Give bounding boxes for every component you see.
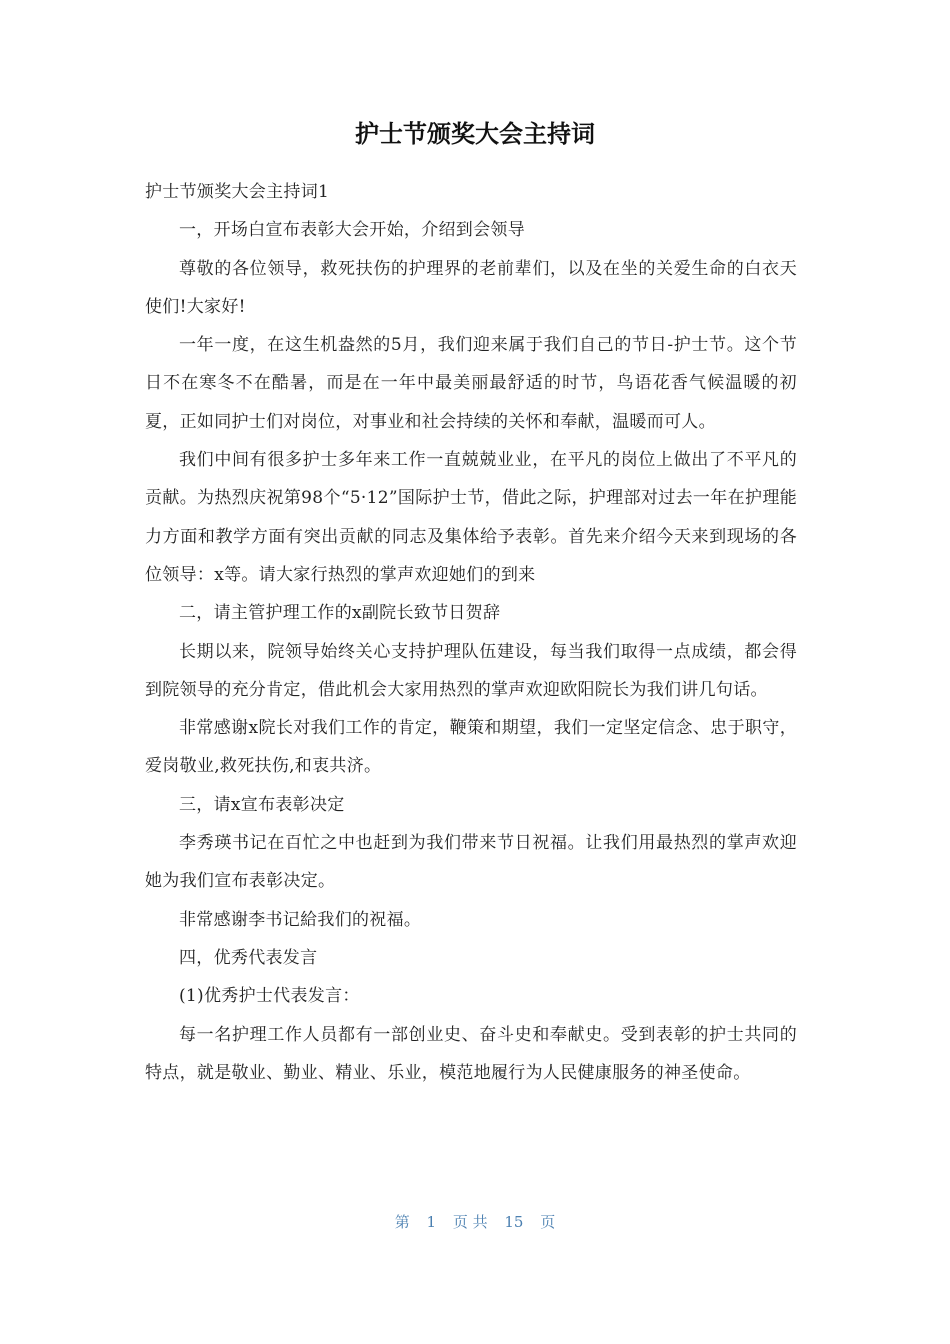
page-number-footer <box>0 1208 950 1236</box>
footer-suffix: 页 <box>540 1213 556 1231</box>
paragraph: 非常感谢x院长对我们工作的肯定，鞭策和期望，我们一定坚定信念、忠于职守，爱岗敬业,救死扶伤,和衷共济。 <box>145 718 797 777</box>
paragraph: 李秀瑛书记在百忙之中也赶到为我们带来节日祝福。让我们用最热烈的掌声欢迎她为我们宣布表彰决定。 <box>145 833 797 892</box>
paragraph: 非常感谢李书记給我们的祝福。 <box>179 909 422 930</box>
paragraph: 一年一度，在这生机盎然的5月，我们迎来属于我们自己的节日-护士节。这个节日不在寒冬不在酷暑，而是在一年中最美丽最舒适的时节，鸟语花香气候温暖的初夏，正如同护士们对岗位，对事业和社会持续的关怀和奉献，温暖而可人。 <box>145 335 797 432</box>
total-page-count: 15 <box>504 1213 524 1231</box>
paragraph: (1)优秀护士代表发言： <box>179 986 360 1007</box>
paragraph: 每一名护理工作人员都有一部创业史、奋斗史和奉献史。受到表彰的护士共同的特点，就是敬业、勤业、精业、乐业，模范地履行为人民健康服务的神圣使命。 <box>145 1024 797 1083</box>
document-body <box>145 173 797 1092</box>
paragraph: 四，优秀代表发言 <box>179 947 318 968</box>
paragraph: 护士节颁奖大会主持词1 <box>145 182 330 202</box>
paragraph: 长期以来，院领导始终关心支持护理队伍建设，每当我们取得一点成绩，都会得到院领导的充分肯定，借此机会大家用热烈的掌声欢迎欧阳院长为我们讲几句话。 <box>145 641 797 700</box>
footer-middle: 页 共 <box>452 1213 488 1231</box>
paragraph: 三，请x宣布表彰决定 <box>179 794 345 815</box>
document-title: 护士节颁奖大会主持词 <box>355 120 595 148</box>
footer-prefix: 第 <box>394 1213 410 1231</box>
paragraph: 二，请主管护理工作的x副院长致节日贺辞 <box>179 603 501 624</box>
current-page-number: 1 <box>426 1213 437 1231</box>
paragraph: 一，开场白宣布表彰大会开始，介绍到会领导 <box>179 220 525 241</box>
paragraph: 我们中间有很多护士多年来工作一直兢兢业业，在平凡的岗位上做出了不平凡的贡献。为热烈庆祝第98个“5·12”国际护士节，借此之际，护理部对过去一年在护理能力方面和教学方面有突出贡献的同志及集体给予表彰。首先来介绍今天来到现场的各位领导：x等。请大家行热烈的掌声欢迎她们的到来 <box>145 450 797 585</box>
paragraph: 尊敬的各位领导，救死扶伤的护理界的老前辈们，以及在坐的关爱生命的白衣天使们!大家好! <box>145 258 797 317</box>
